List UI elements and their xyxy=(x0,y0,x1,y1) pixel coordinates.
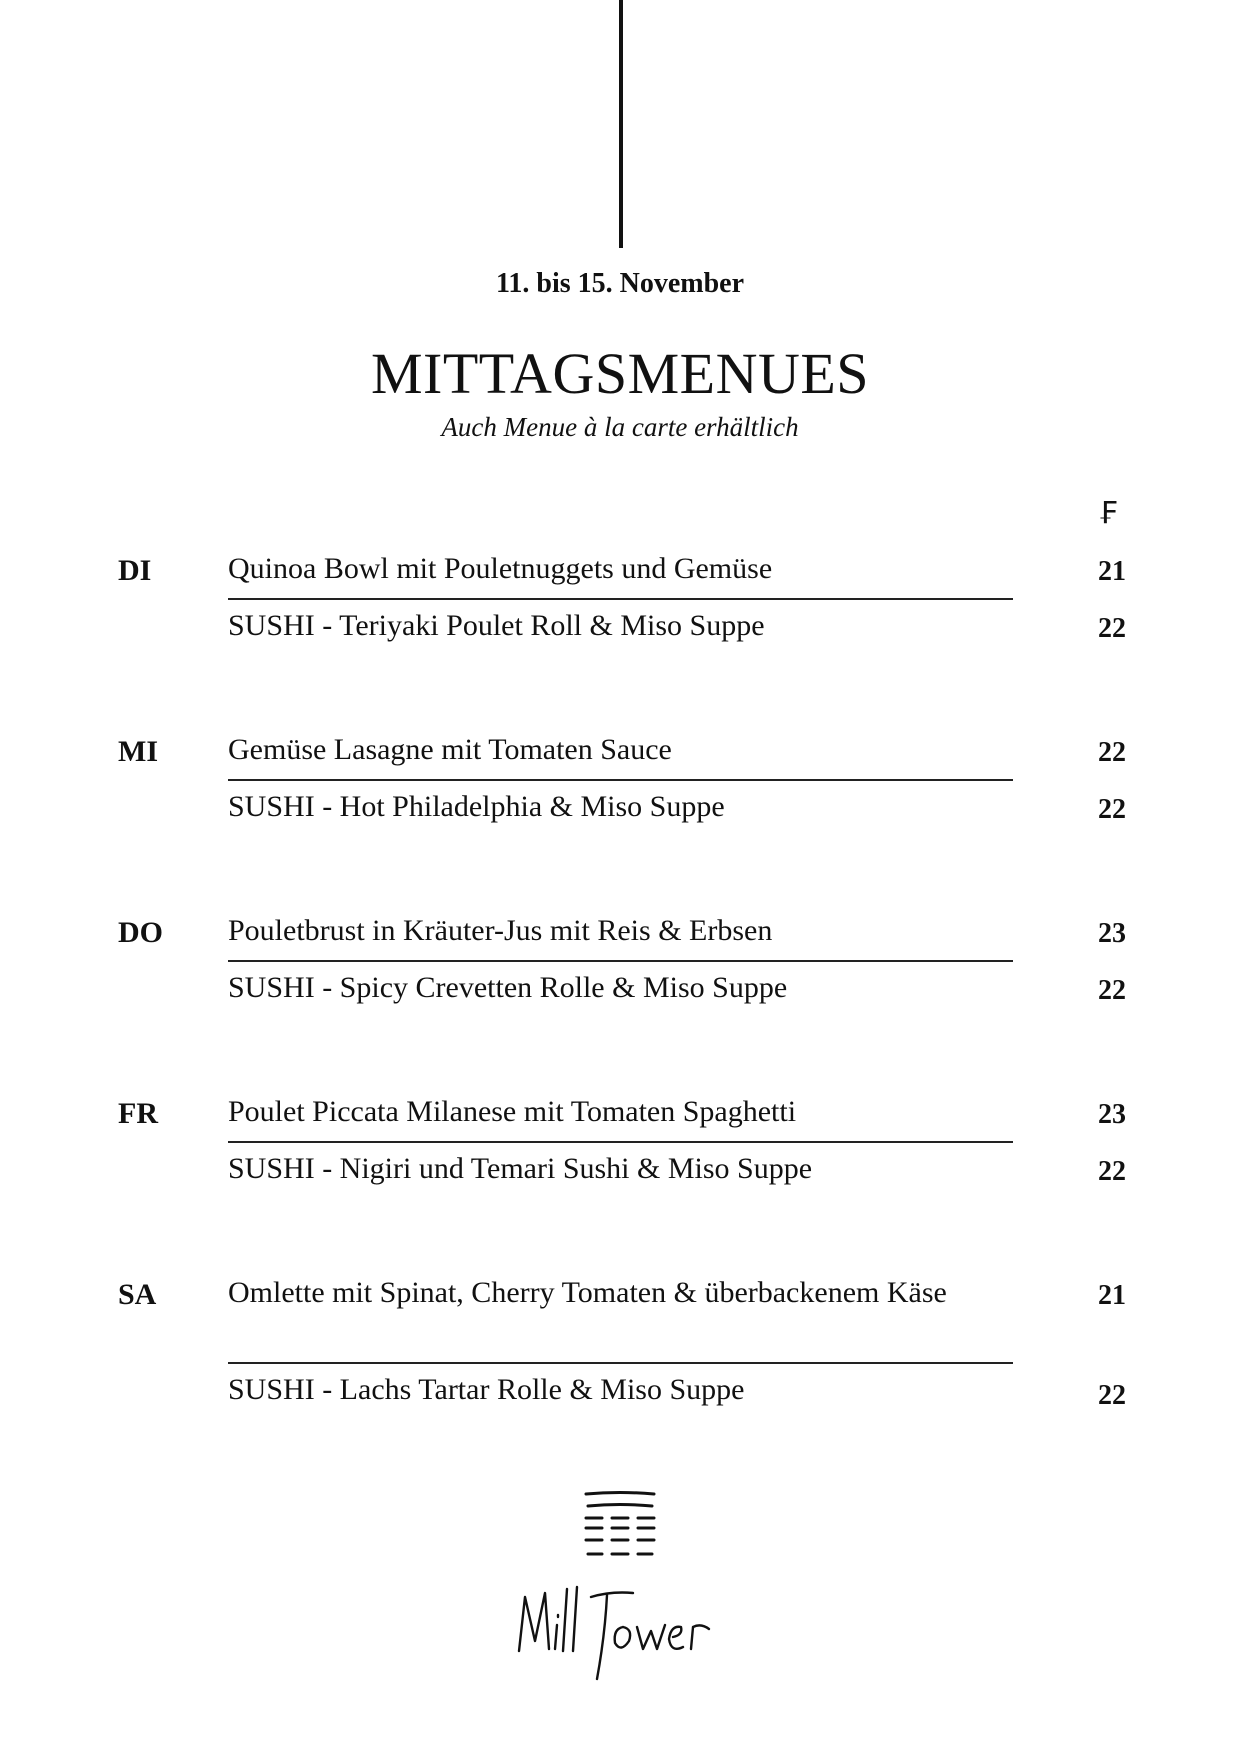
menu-item-sa-1: Omlette mit Spinat, Cherry Tomaten & überbackenem Käse xyxy=(228,1276,947,1309)
day-label-sa: SA xyxy=(118,1278,157,1311)
menu-item-mi-1: Gemüse Lasagne mit Tomaten Sauce xyxy=(228,733,672,766)
top-divider-line xyxy=(619,0,623,248)
menu-item-di-1: Quinoa Bowl mit Pouletnuggets und Gemüse xyxy=(228,552,773,585)
price-fr-1: 23 xyxy=(1098,1099,1126,1130)
price-sa-2: 22 xyxy=(1098,1380,1126,1411)
currency-symbol: ₣ xyxy=(1098,496,1118,531)
day-label-fr: FR xyxy=(118,1097,158,1130)
price-mi-2: 22 xyxy=(1098,794,1126,825)
item-divider xyxy=(228,598,1013,600)
price-fr-2: 22 xyxy=(1098,1156,1126,1187)
price-do-1: 23 xyxy=(1098,918,1126,949)
menu-item-do-1: Pouletbrust in Kräuter-Jus mit Reis & Erbsen xyxy=(228,914,773,947)
menu-item-mi-2: SUSHI - Hot Philadelphia & Miso Suppe xyxy=(228,790,725,823)
day-label-di: DI xyxy=(118,554,152,587)
menu-item-fr-2: SUSHI - Nigiri und Temari Sushi & Miso Suppe xyxy=(228,1152,813,1185)
menu-item-do-2: SUSHI - Spicy Crevetten Rolle & Miso Suppe xyxy=(228,971,788,1004)
item-divider xyxy=(228,1141,1013,1143)
menu-item-di-2: SUSHI - Teriyaki Poulet Roll & Miso Suppe xyxy=(228,609,765,642)
price-mi-1: 22 xyxy=(1098,737,1126,768)
price-do-2: 22 xyxy=(1098,975,1126,1006)
day-label-do: DO xyxy=(118,916,163,949)
price-sa-1: 21 xyxy=(1098,1280,1126,1311)
price-di-2: 22 xyxy=(1098,613,1126,644)
mill-tower-wordmark xyxy=(515,1575,725,1685)
page-subtitle: Auch Menue à la carte erhältlich xyxy=(441,412,799,442)
item-divider xyxy=(228,1362,1013,1364)
date-range: 11. bis 15. November xyxy=(495,268,745,299)
day-label-mi: MI xyxy=(118,735,158,768)
price-di-1: 21 xyxy=(1098,556,1126,587)
item-divider xyxy=(228,960,1013,962)
mill-tower-logo-icon xyxy=(580,1490,660,1570)
item-divider xyxy=(228,779,1013,781)
page-title: MITTAGSMENUES xyxy=(370,341,870,406)
menu-item-fr-1: Poulet Piccata Milanese mit Tomaten Spaghetti xyxy=(228,1095,797,1128)
menu-item-sa-2: SUSHI - Lachs Tartar Rolle & Miso Suppe xyxy=(228,1373,745,1406)
